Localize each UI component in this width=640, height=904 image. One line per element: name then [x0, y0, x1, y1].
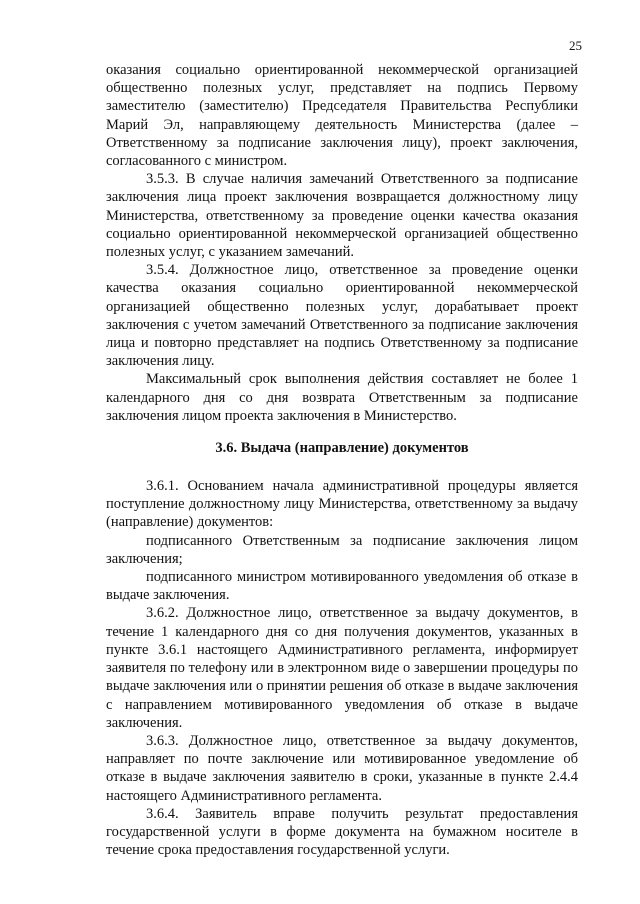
- paragraph: 3.6.2. Должностное лицо, ответственное за выдачу документов, в течение 1 календарного дня со дня получения документов, указанных в пункте 3.6.1 настоящего Административного регламента, информирует заявителя по телефону или в электронном виде о завершении процедуры по выдаче заключения или о принятии решения об отказе в выдаче заключения с направлением мотивированного уведомления об отказе в выдаче заключения.: [106, 605, 578, 731]
- paragraph: 3.5.4. Должностное лицо, ответственное за проведение оценки качества оказания социально ориентированной некоммерческой организацией общественно полезных услуг, дорабатывает проект заключения с учетом замечаний Ответственного за подписание заключения лица и повторно представляет на подпись Ответственному за подписание заключения лицу.: [106, 262, 578, 370]
- paragraphs-after-heading: [106, 477, 578, 859]
- paragraph: оказания социально ориентированной некоммерческой организацией общественно полезных услуг, представляет на подпись Первому заместителю (заместителю) Председателя Правительства Республики Марий Эл, направляющему деятельность Министерства (далее – Ответственному за подписание заключения лицу), проект заключения, согласованного с министром.: [106, 62, 578, 170]
- paragraph: 3.6.4. Заявитель вправе получить результат предоставления государственной услуги в форме документа на бумажном носителе в течение срока предоставления государственной услуги.: [106, 805, 578, 859]
- section-heading: 3.6. Выдача (направление) документов: [215, 440, 469, 457]
- paragraph: 3.6.3. Должностное лицо, ответственное за выдачу документов, направляет по почте заключение или мотивированное уведомление об отказе в выдаче заключения заявителю в сроки, указанные в пункте 2.4.4 настоящего Административного регламента.: [106, 732, 578, 804]
- paragraph: Максимальный срок выполнения действия составляет не более 1 календарного дня со дня возврата Ответственным за подписание заключения лицом проекта заключения в Министерство.: [106, 371, 578, 424]
- paragraph: подписанного Ответственным за подписание заключения лицом заключения;: [106, 532, 578, 567]
- page-number: 25: [569, 38, 582, 53]
- paragraph: подписанного министром мотивированного уведомления об отказе в выдаче заключения.: [106, 569, 578, 604]
- document-body: [106, 61, 578, 859]
- paragraph: 3.5.3. В случае наличия замечаний Ответственного за подписание заключения лица проект заключения возвращается должностному лицу Министерства, ответственному за проведение оценки качества оказания социально ориентированной некоммерческой организацией общественно полезных услуг, с указанием замечаний.: [106, 171, 578, 261]
- paragraph: 3.6.1. Основанием начала административной процедуры является поступление должностному лицу Министерства, ответственному за выдачу (направление) документов:: [106, 478, 578, 531]
- paragraphs-before-heading: [106, 61, 578, 425]
